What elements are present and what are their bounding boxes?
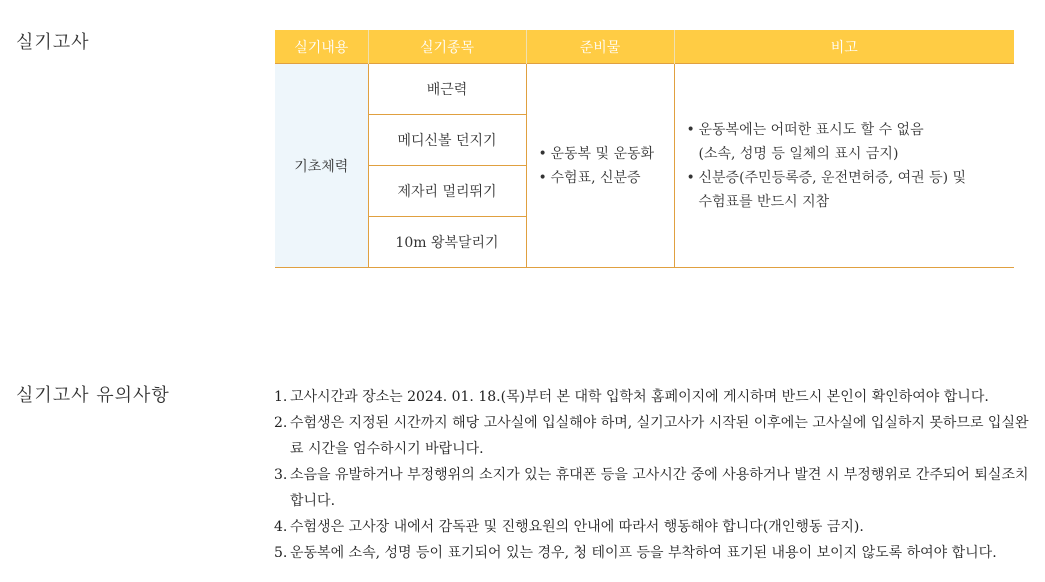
table-header-row xyxy=(275,30,1014,64)
remark-line: 운동복에는 어떠한 표시도 할 수 없음 xyxy=(698,121,924,138)
precautions-list xyxy=(274,384,1034,566)
list-item xyxy=(274,514,1034,540)
list-number: 1. xyxy=(274,389,288,405)
header-remarks: 비고 xyxy=(674,30,1014,64)
remark-line: 신분증(주민등록증, 운전면허증, 여권 등) 및 xyxy=(698,169,967,186)
section-title-practical-exam: 실기고사 xyxy=(16,32,90,53)
event-cell: 제자리 멀리뛰기 xyxy=(368,166,526,217)
event-cell: 메디신볼 던지기 xyxy=(368,115,526,166)
remark-line: (소속, 성명 등 일체의 표시 금지) xyxy=(698,145,899,162)
list-item xyxy=(274,462,1034,514)
practical-exam-table xyxy=(275,30,1014,268)
list-text: 수험생은 지정된 시간까지 해당 고사실에 입실해야 하며, 실기고사가 시작된 이후에는 고사실에 입실하지 못하므로 입실완료 시간을 엄수하시기 바랍니다. xyxy=(290,415,1029,457)
supplies-cell xyxy=(526,64,674,268)
list-item xyxy=(274,410,1034,462)
list-item xyxy=(274,384,1034,410)
list-number: 5. xyxy=(274,545,288,561)
list-number: 2. xyxy=(274,415,288,431)
remark-item xyxy=(687,118,1015,166)
table-row xyxy=(275,64,1014,115)
list-text: 고사시간과 장소는 2024. 01. 18.(목)부터 본 대학 입학처 홈페이지에 게시하며 반드시 본인이 확인하여야 합니다. xyxy=(290,389,989,405)
header-content: 실기내용 xyxy=(275,30,368,64)
list-number: 4. xyxy=(274,519,288,535)
remark-item xyxy=(687,166,1015,214)
list-item xyxy=(274,540,1034,566)
category-cell: 기초체력 xyxy=(275,64,368,268)
section-title-precautions: 실기고사 유의사항 xyxy=(16,385,170,406)
header-event: 실기종목 xyxy=(368,30,526,64)
list-text: 수험생은 고사장 내에서 감독관 및 진행요원의 안내에 따라서 행동해야 합니다(개인행동 금지). xyxy=(290,519,864,535)
supply-item: • 운동복 및 운동화 xyxy=(539,142,674,166)
supply-item: • 수험표, 신분증 xyxy=(539,166,674,190)
remarks-cell xyxy=(674,64,1014,268)
event-cell: 10m 왕복달리기 xyxy=(368,217,526,268)
list-text: 소음을 유발하거나 부정행위의 소지가 있는 휴대폰 등을 고사시간 중에 사용하거나 발견 시 부정행위로 간주되어 퇴실조치합니다. xyxy=(290,467,1029,509)
list-number: 3. xyxy=(274,467,288,483)
header-supplies: 준비물 xyxy=(526,30,674,64)
event-cell: 배근력 xyxy=(368,64,526,115)
list-text: 운동복에 소속, 성명 등이 표기되어 있는 경우, 청 테이프 등을 부착하여 표기된 내용이 보이지 않도록 하여야 합니다. xyxy=(290,545,997,561)
remark-line: 수험표를 반드시 지참 xyxy=(698,193,830,210)
